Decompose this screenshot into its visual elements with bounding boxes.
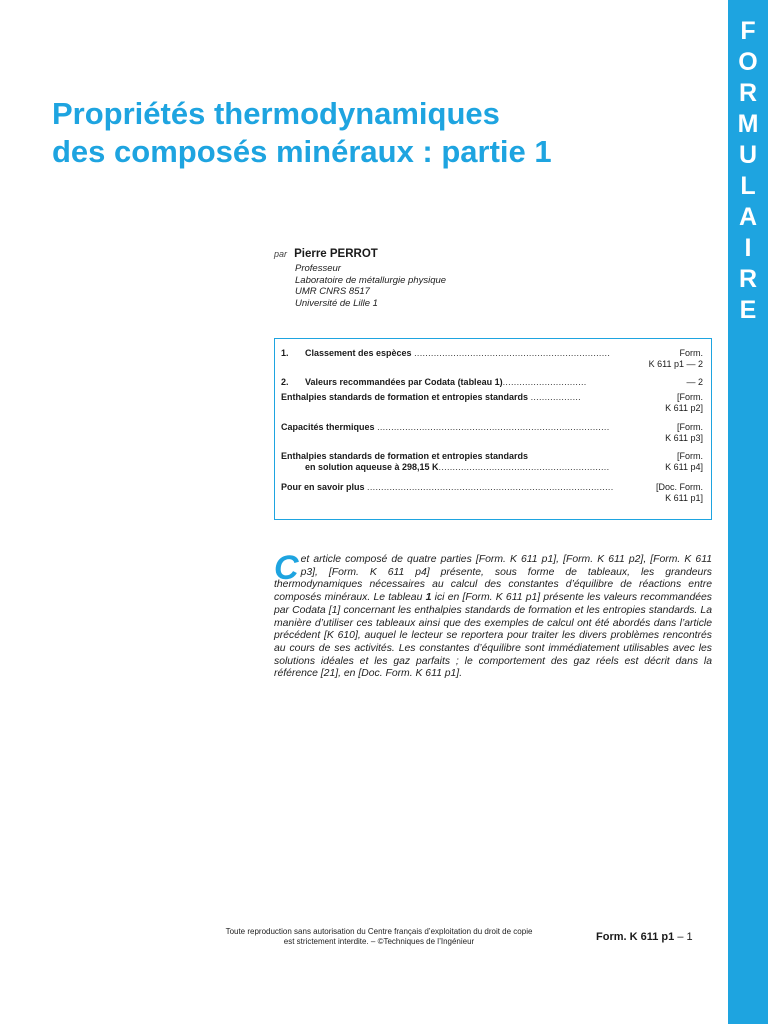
intro-paragraph	[274, 549, 712, 681]
toc-label: Valeurs recommandées par Codata (tableau 1)	[305, 377, 503, 387]
title-line-2: des composés minéraux : partie 1	[52, 134, 552, 169]
table-of-contents	[274, 338, 712, 520]
author-name: Pierre PERROT	[294, 248, 378, 260]
toc-label: Pour en savoir plus	[281, 482, 365, 492]
toc-entry[interactable]	[281, 377, 703, 388]
toc-ref: [Form. K 611 p3]	[665, 422, 703, 443]
author-line	[274, 248, 378, 260]
intro-text: et article composé de quatre parties [Form. K 611 p1], [Form. K 611 p2], [Form. K 611 p3], [Form. K 611 p4] présente, sous forme de tableaux, les grandeurs thermodynamiques nécessaires au calcul des constantes d’équilibre de réactions entre composés minéraux. Le tableau	[274, 554, 712, 604]
affiliation-line: UMR CNRS 8517	[295, 286, 370, 297]
toc-ref: — 2	[686, 377, 703, 387]
toc-leader: .............................................................	[438, 462, 610, 472]
affiliation-line: Laboratoire de métallurgie physique	[295, 274, 447, 286]
affiliation-line: Université de Lille 1	[295, 297, 378, 309]
copyright-line: est strictement interdite. – ©Techniques de l’Ingénieur	[283, 937, 475, 946]
sidebar-letter: M	[737, 110, 759, 138]
sidebar-letter: A	[738, 203, 758, 231]
copyright-notice	[198, 927, 560, 947]
toc-leader: ...................................................................................	[377, 422, 610, 432]
toc-entry[interactable]	[281, 348, 703, 370]
formulaire-sidebar	[728, 0, 768, 1024]
sidebar-letter: L	[740, 172, 756, 200]
toc-ref: [Form. K 611 p2]	[665, 392, 703, 413]
toc-entry[interactable]	[281, 482, 703, 504]
sidebar-letter: R	[738, 79, 758, 107]
page-reference	[596, 931, 693, 943]
toc-leader: ......................................................................	[414, 348, 611, 358]
toc-ref: [Form. K 611 p4]	[665, 451, 703, 472]
affiliation-line: Professeur	[295, 263, 341, 274]
page-number: – 1	[674, 931, 693, 943]
form-reference: Form. K 611 p1	[596, 931, 675, 943]
toc-label: Capacités thermiques	[281, 422, 375, 432]
sidebar-letter: R	[738, 265, 758, 293]
toc-label: Classement des espèces	[305, 348, 412, 358]
toc-leader: ........................................................................................	[367, 482, 614, 492]
sidebar-letters	[728, 16, 768, 326]
toc-number: 1.	[281, 348, 289, 358]
toc-entry[interactable]	[281, 422, 703, 444]
toc-ref: Form. K 611 p1 — 2	[648, 348, 703, 369]
toc-entry[interactable]	[281, 392, 703, 414]
author-affiliation	[295, 263, 446, 309]
toc-label: Enthalpies standards de formation et entropies standards	[281, 392, 529, 402]
sidebar-letter: I	[744, 234, 752, 262]
sidebar-letter: E	[739, 296, 757, 324]
sidebar-letter: O	[738, 48, 758, 76]
toc-entry[interactable]	[281, 451, 703, 473]
toc-leader: ..................	[530, 392, 581, 402]
intro-bold: 1	[425, 592, 432, 604]
title-line-1: Propriétés thermodynamiques	[52, 96, 500, 131]
sidebar-letter: U	[738, 141, 758, 169]
copyright-line: Toute reproduction sans autorisation du Centre français d’exploitation du droit de copie	[225, 927, 533, 936]
author-prefix: par	[274, 249, 288, 259]
drop-cap: C	[274, 549, 299, 587]
sidebar-letter: F	[740, 17, 756, 45]
toc-ref: [Doc. Form. K 611 p1]	[655, 482, 703, 503]
toc-number: 2.	[281, 377, 289, 387]
intro-text-2: ici en [Form. K 611 p1] présente les valeurs recommandées par Codata [1] concernant les enthalpies standards de formation et les entropies standards. La manière d’utiliser ces tableaux ainsi que des exemples de calcul ont été abordés dans l’article précédent [K 610], auquel le lecteur se reportera pour traiter les divers problèmes rencontrés au cours de ses activités. Les constantes d’équilibre sont immédiatement utilisables avec les solutions idéales et les gaz parfaits ; le comportement des gaz réels est décrit dans la référence [21], en [Doc. Form. K 611 p1].	[274, 592, 712, 680]
page-title	[52, 95, 712, 171]
toc-label-2: en solution aqueuse à 298,15 K	[305, 462, 439, 472]
toc-leader: ..............................	[502, 377, 587, 387]
toc-label: Enthalpies standards de formation et entropies standards	[281, 451, 529, 461]
